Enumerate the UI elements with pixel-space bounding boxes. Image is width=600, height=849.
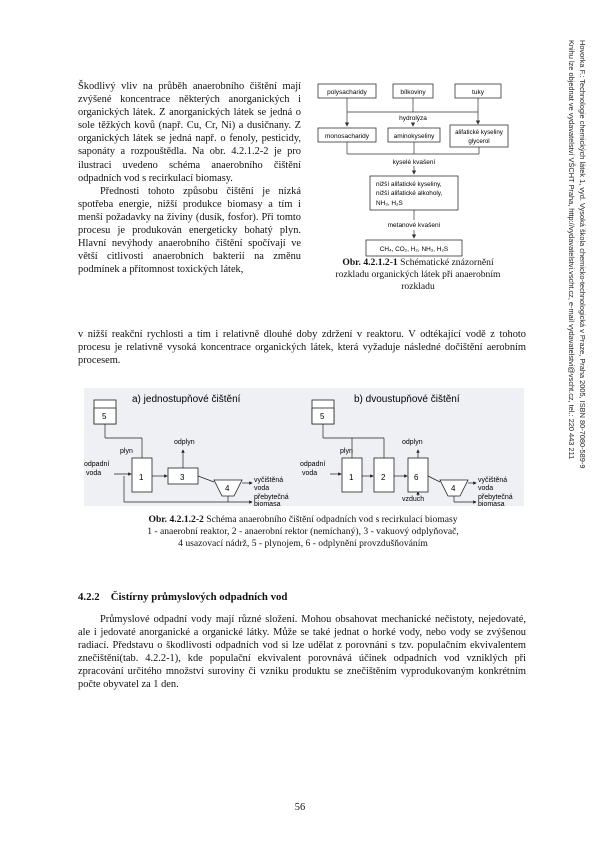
label-vycistena-a: vyčištěná (254, 477, 284, 484)
label-hydrolyza: hydrolýza (399, 115, 427, 122)
copyright-sidebar (548, 40, 588, 600)
paragraph-disadvantages-cont: v nižší reakční rychlosti a tím i relativně dlouhé doby zdržení v reaktoru. V odtékající vodě z tohoto procesu je relativně vysoká koncentrace organických látek, která vyžaduje následné dočištění aerobním procesem. (78, 329, 526, 367)
box-polysacharidy: polysacharidy (327, 89, 367, 96)
label-voda-out-b: voda (478, 485, 494, 492)
decomposition-diagram (310, 78, 515, 278)
box-aminokyseliny: aminokyseliny (393, 133, 435, 140)
label-odplyn-a: odplyn (174, 439, 195, 446)
label-metanove-kvaseni: metanové kvašení (387, 222, 441, 229)
section-text (78, 613, 526, 692)
label-3-a: 3 (180, 473, 185, 482)
label-6-b: 6 (414, 473, 419, 482)
label-prebytecna-b: přebytečná (478, 494, 513, 501)
label-odpadni-b: odpadní (300, 461, 326, 468)
label-kysele-kvaseni: kyselé kvašení (392, 159, 436, 166)
label-biomasa-a: biomasa (254, 501, 281, 506)
label-4-a: 4 (225, 484, 230, 493)
figure2-caption-line2: 1 - anaerobní reaktor, 2 - anaerobní rektor (nemíchaný), 3 - vakuový odplyňovač, (147, 526, 459, 537)
label-2-b: 2 (381, 473, 386, 482)
label-prebytecna-a: přebytečná (254, 494, 289, 501)
figure1-caption-line2: rozkladu organických látek při anaerobním (335, 269, 501, 280)
paragraph-harmful-influence: Škodlivý vliv na průběh anaerobního čištění mají zvýšené koncentrace některých anorganických i organických látek. Z anorganických látek se jedná o sole těžkých kovů (např. Cu, Cr, Ni) a dusičnany. Z organických látek se jedná např. o fenoly, pesticidy, saponáty a rozpouštědla. Na obr. 4.2.1.2-2 je pro ilustraci uvedeno schéma anaerobního čištění odpadních vod s recirkulací biomasy. (78, 81, 301, 184)
label-1-b: 1 (349, 473, 354, 482)
box-nh3-h2s: NH₃, H₂S (376, 200, 403, 207)
treatment-scheme-diagram (84, 388, 524, 506)
figure2-caption-line1: Schéma anaerobního čištění odpadních vod s recirkulací biomasy (206, 514, 458, 525)
section-heading (78, 591, 287, 603)
box-monosacharidy: monosacharidy (324, 133, 370, 140)
label-voda-out-a: voda (254, 485, 270, 492)
label-plyn-a: plyn (120, 448, 133, 455)
label-vycistena-b: vyčištěná (478, 477, 508, 484)
box-tuky: tuky (472, 89, 484, 96)
label-5-b: 5 (320, 412, 325, 421)
figure2-caption (98, 514, 508, 550)
continuation-text (78, 328, 526, 367)
label-1-a: 1 (139, 473, 144, 482)
paragraph-advantages: Přednosti tohoto způsobu čištění je nízká spotřeba energie, nižší produkce biomasy a tím i menší požadavky na živiny (dusík, fosfor). Při tomto procesu je produkován energeticky bohatý plyn. Hlavní nevýhody anaerobního čištění spočívají ve větší citlivosti anaerobních bakterií na změnu podmínek a přítomnost toxických látek, (78, 185, 301, 276)
box-bilkoviny: bílkoviny (400, 89, 426, 96)
figure1-caption (318, 257, 518, 293)
figure2-caption-number: Obr. 4.2.1.2-2 (148, 514, 204, 525)
label-odpadni-a: odpadní (84, 461, 110, 468)
label-voda-b: voda (302, 470, 318, 477)
section-title: Čistírny průmyslových odpadních vod (110, 591, 288, 603)
figure1-caption-number: Obr. 4.2.1.2-1 (342, 257, 398, 268)
label-plyn-b: plyn (340, 448, 353, 455)
left-column-text (78, 80, 301, 276)
page-number: 56 (294, 802, 306, 813)
label-5-a: 5 (102, 412, 107, 421)
box-nizsi-alkoholy: nižší alifatické alkoholy, (376, 190, 443, 197)
box-glycerol: glycerol (468, 138, 490, 145)
figure2-caption-line3: 4 usazovací nádrž, 5 - plynojem, 6 - odplynění provzdušňováním (178, 538, 428, 549)
title-single-stage: a) jednostupňové čištění (132, 394, 241, 405)
figure1-caption-line1: Schématické znázornění (400, 257, 494, 268)
sidebar-line-1: Hovorka F.: Technologie chemických látek 1, vyd. Vysoká škola chemicko-technologická v Praze, Praha 2005, ISBN 80-7080-589-9 (578, 40, 587, 469)
box-nizsi-kyseliny: nižší alifatické kyseliny, (376, 181, 442, 188)
label-odplyn-b: odplyn (402, 439, 423, 446)
paragraph-industrial-wastewater: Průmyslové odpadní vody mají různé složení. Mohou obsahovat mechanické nečistoty, nejedovaté, ale i jedovaté anorganické a organické látky. Může se také jednat o horké vody, nebo vody se zvýšenou radiací. Představu o škodlivosti odpadních vod si lze udělat z porovnání s tzv. populačním ekvivalentem znečištění(tab. 4.2.2-1), kde populační ekvivalent porovnává účinek odpadních vod vzniklých při zpracování určitého množství suroviny či vzniku produktu se znečištěním vyprodukovaným konkrétním počte obyvatel za 1 den. (78, 614, 526, 691)
sidebar-line-2: Knihu lze objednat ve vydavatelství VŠCHT Praha, http://vydavatelstvi.vscht.cz, e-mail vydavatelstvi@vscht.cz, tel.: 220 443 211 (567, 40, 576, 460)
box-products: CH₄, CO₂, H₂, NH₃, H₂S (379, 246, 449, 253)
figure1-caption-line3: rozkladu (401, 281, 435, 292)
label-biomasa-b: biomasa (478, 501, 505, 506)
section-number: 4.2.2 (78, 591, 100, 603)
label-voda-a: voda (86, 470, 102, 477)
label-4-b: 4 (451, 484, 456, 493)
box-alifaticke-kyseliny: alifatické kyseliny (455, 129, 503, 136)
label-vzduch-b: vzduch (402, 496, 425, 503)
title-two-stage: b) dvoustupňové čištění (354, 394, 460, 405)
